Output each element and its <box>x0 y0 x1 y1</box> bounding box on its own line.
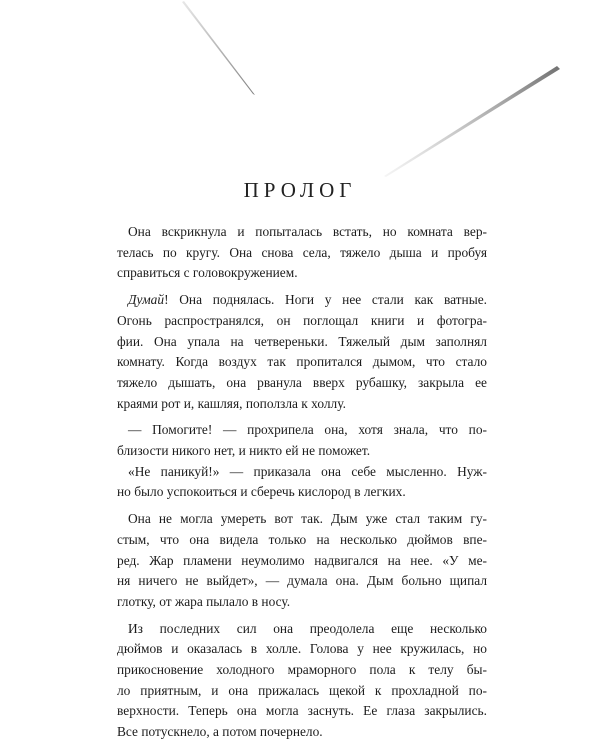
text-line: фии. Она упала на четвереньки. Тяжелый дым заполнял <box>117 333 487 349</box>
text-line: Из последних сил она преодолела еще несколько <box>128 620 487 636</box>
text-line <box>117 290 487 311</box>
text-line: справиться с головокружением. <box>117 265 298 281</box>
paragraph <box>117 420 487 461</box>
text-line: но было успокоиться и сберечь кислород в легких. <box>117 484 406 500</box>
text-line: ня ничего не выйдет», — думала она. Дым больно щипал <box>117 573 487 589</box>
decorative-stroke-right <box>384 66 560 177</box>
text-line: ло приятным, и она прижалась щекой к прохладной по- <box>117 682 487 698</box>
text-line: стым, что она видела только на несколько дюймов впе- <box>117 531 487 547</box>
text-line: — Помогите! — прохрипела она, хотя знала, что по- <box>128 422 487 438</box>
chapter-title: ПРОЛОГ <box>243 178 357 202</box>
text-line: Огонь распространялся, он поглощал книги и фотогра- <box>117 312 487 328</box>
text-line: ред. Жар пламени неумолимо надвигался на нее. «У ме- <box>117 552 487 568</box>
text-line: глотку, от жара пылало в носу. <box>117 593 291 609</box>
text-line: Все потускнело, а потом почернело. <box>117 724 323 740</box>
text-line: комнату. Когда воздух так пропитался дымом, что стало <box>117 354 487 370</box>
text-line: близости никого нет, и никто ей не поможет. <box>117 443 371 459</box>
paragraph <box>117 509 487 613</box>
text-line: верхности. Теперь она могла заснуть. Ее глаза закрылись. <box>117 703 487 719</box>
text-line: дюймов и оказалась в холле. Голова у нее кружилась, но <box>117 641 487 657</box>
text-line: телась по кругу. Она снова села, тяжело дыша и пробуя <box>117 244 487 260</box>
text-line: краями рот и, кашляя, поползла к холлу. <box>117 395 346 411</box>
paragraph <box>117 619 487 743</box>
text-line: тяжело дышать, она рванула вверх рубашку, закрыла ее <box>117 374 487 390</box>
text-fragment: ! Она поднялась. Ноги у нее стали как ватные. <box>164 292 487 308</box>
italic-word: Думай <box>128 292 165 308</box>
text-line: прикосновение холодного мраморного пола к телу бы- <box>117 662 487 678</box>
paragraph <box>117 222 487 284</box>
text-line: «Не паникуй!» — приказала она себе мысленно. Нуж- <box>128 463 487 479</box>
text-line: Она вскрикнула и попыталась встать, но комната вер- <box>128 224 487 239</box>
paragraph <box>117 290 487 414</box>
text-line: Она не могла умереть вот так. Дым уже стал таким гу- <box>128 511 487 527</box>
paragraph <box>117 462 487 503</box>
prologue-text <box>117 222 487 743</box>
decorative-stroke-left <box>182 1 255 95</box>
